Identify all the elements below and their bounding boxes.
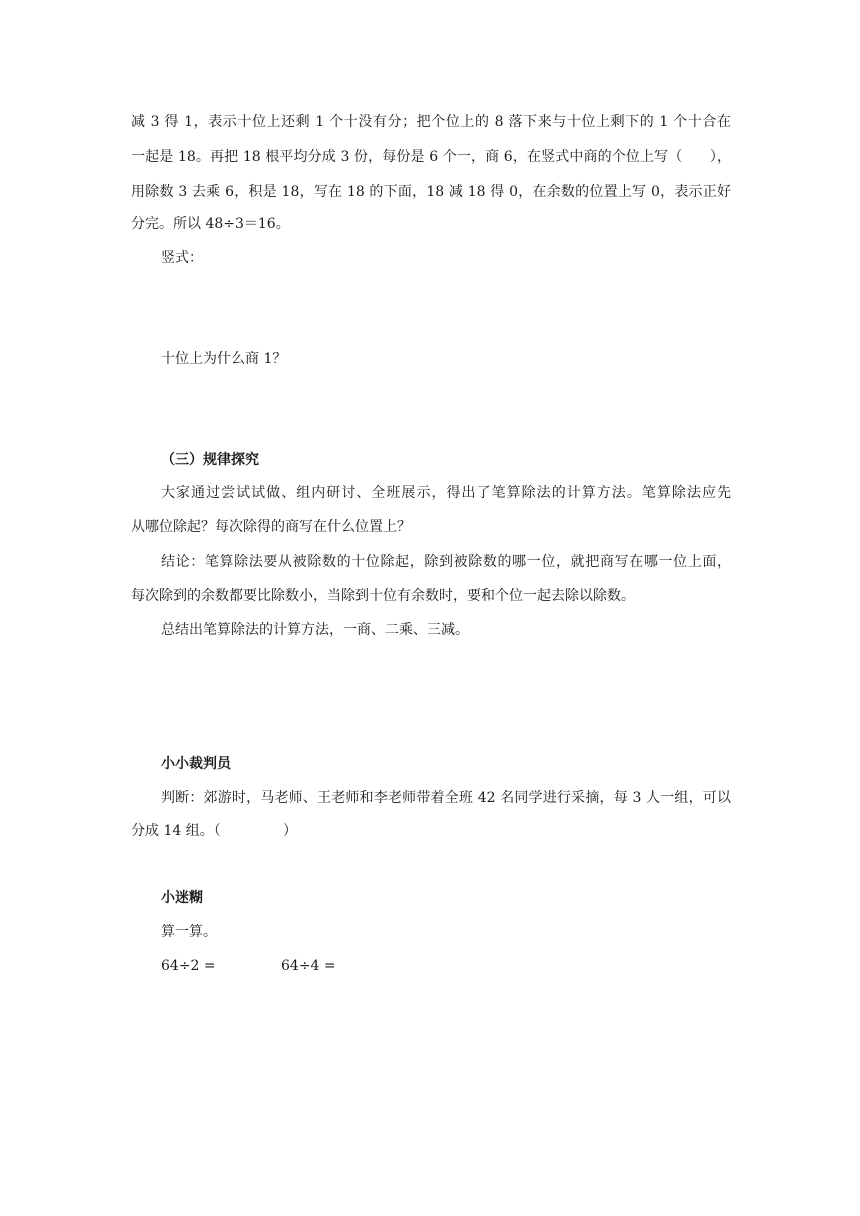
rules-heading: （三）规律探究 <box>161 452 259 468</box>
summary-text: 总结出笔算除法的计算方法，一商、二乘、三减。 <box>161 622 469 638</box>
rules-paragraph-line-1: 大家通过尝试试做、组内研讨、全班展示，得出了笔算除法的计算方法。笔算除法应先 <box>161 485 731 501</box>
example-line-2: 一起是 18。再把 18 根平均分成 3 份，每份是 6 个一，商 6，在竖式中商的个位上写（ ）， <box>131 149 731 165</box>
example-line-1: 减 3 得 1，表示十位上还剩 1 个十没有分；把个位上的 8 落下来与十位上剩下的 1 个十合在 <box>131 114 731 130</box>
exercise-2: 64÷4 = <box>281 958 336 974</box>
example-line-3: 用除数 3 去乘 6，积是 18，写在 18 的下面，18 减 18 得 0，在余数的位置上写 0，表示正好 <box>131 184 731 200</box>
example-line-4: 分完。所以 48÷3＝16。 <box>131 216 290 232</box>
rules-paragraph-line-2: 从哪位除起？每次除得的商写在什么位置上？ <box>131 519 411 535</box>
tens-question: 十位上为什么商 1？ <box>161 351 287 367</box>
judge-question-line-1: 判断：郊游时，马老师、王老师和李老师带着全班 42 名同学进行采摘，每 3 人一组，可以 <box>161 790 731 806</box>
vertical-form-label: 竖式： <box>161 250 203 266</box>
judge-heading: 小小裁判员 <box>161 756 231 772</box>
puzzle-instruction: 算一算。 <box>161 924 217 940</box>
conclusion-line-2: 每次除到的余数都要比除数小，当除到十位有余数时，要和个位一起去除以除数。 <box>131 588 635 604</box>
judge-question-line-2: 分成 14 组。（ ） <box>131 823 298 839</box>
puzzle-heading: 小迷糊 <box>161 890 203 906</box>
exercise-1: 64÷2 = <box>161 958 216 974</box>
conclusion-line-1: 结论：笔算除法要从被除数的十位除起，除到被除数的哪一位，就把商写在哪一位上面， <box>161 554 731 570</box>
